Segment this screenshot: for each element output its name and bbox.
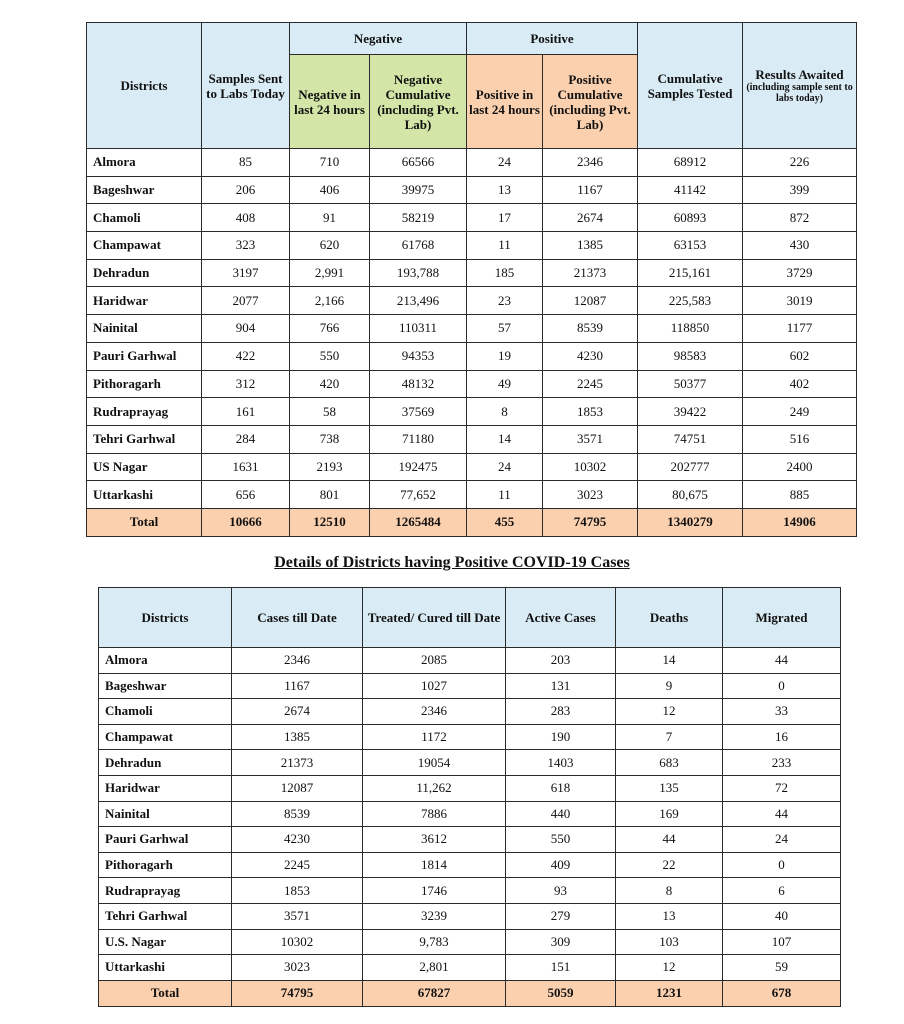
- table-cell: 0: [723, 673, 841, 699]
- header-results-awaited: [743, 23, 857, 149]
- table-cell: 85: [202, 149, 290, 177]
- table-cell: 226: [743, 149, 857, 177]
- district-name: Almora: [99, 648, 232, 674]
- table-cell: 58219: [370, 204, 467, 232]
- table-cell: 3612: [363, 827, 506, 853]
- table-cell: 2346: [232, 648, 363, 674]
- header-districts: Districts: [99, 588, 232, 648]
- table-cell: 24: [723, 827, 841, 853]
- positive-cases-title: Details of Districts having Positive COVID-19 Cases: [274, 554, 630, 571]
- table-cell: 422: [202, 342, 290, 370]
- table-cell: 23: [467, 287, 543, 315]
- table-cell: 57: [467, 315, 543, 343]
- header-results-awaited-note: (including sample sent to labs today): [746, 82, 853, 104]
- table-cell: 12510: [290, 508, 370, 536]
- table-cell: 1265484: [370, 508, 467, 536]
- table-cell: 683: [616, 750, 723, 776]
- district-name: Pithoragarh: [87, 370, 202, 398]
- table-cell: 16: [723, 724, 841, 750]
- table-row: [87, 481, 857, 509]
- table-row: [99, 699, 841, 725]
- table-cell: 14906: [743, 508, 857, 536]
- table-cell: 3571: [543, 425, 638, 453]
- district-name: Pithoragarh: [99, 852, 232, 878]
- table-cell: 12087: [543, 287, 638, 315]
- table-cell: 620: [290, 232, 370, 260]
- table-cell: 22: [616, 852, 723, 878]
- table-row: [99, 801, 841, 827]
- table-cell: 249: [743, 398, 857, 426]
- table-cell: 904: [202, 315, 290, 343]
- district-name: Rudraprayag: [87, 398, 202, 426]
- table-row: [99, 673, 841, 699]
- table-row: [87, 398, 857, 426]
- table-cell: 8539: [543, 315, 638, 343]
- table-cell: 21373: [232, 750, 363, 776]
- table-cell: 60893: [638, 204, 743, 232]
- table-cell: 6: [723, 878, 841, 904]
- table-cell: 41142: [638, 176, 743, 204]
- table-cell: 4230: [543, 342, 638, 370]
- table-cell: 10666: [202, 508, 290, 536]
- table-cell: 161: [202, 398, 290, 426]
- table-cell: 11: [467, 481, 543, 509]
- header-samples-sent: Samples Sent to Labs Today: [202, 23, 290, 149]
- table-cell: 602: [743, 342, 857, 370]
- table-cell: 1814: [363, 852, 506, 878]
- total-label: Total: [87, 508, 202, 536]
- district-name: U.S. Nagar: [99, 929, 232, 955]
- table-cell: 135: [616, 775, 723, 801]
- table-cell: 3571: [232, 903, 363, 929]
- table-row: [99, 724, 841, 750]
- table-cell: 49: [467, 370, 543, 398]
- table-cell: 3019: [743, 287, 857, 315]
- table-cell: 1172: [363, 724, 506, 750]
- table-cell: 1167: [543, 176, 638, 204]
- district-name: Haridwar: [87, 287, 202, 315]
- table-cell: 312: [202, 370, 290, 398]
- table-cell: 185: [467, 259, 543, 287]
- header-cases-till-date: Cases till Date: [232, 588, 363, 648]
- header-negative-24h: Negative in last 24 hours: [290, 55, 370, 149]
- total-label: Total: [99, 980, 232, 1006]
- table-cell: 169: [616, 801, 723, 827]
- table-cell: 74751: [638, 425, 743, 453]
- table-cell: 14: [616, 648, 723, 674]
- table-cell: 9,783: [363, 929, 506, 955]
- table-row: [87, 232, 857, 260]
- header-districts: Districts: [87, 23, 202, 149]
- header-active-cases: Active Cases: [506, 588, 616, 648]
- table-cell: 1631: [202, 453, 290, 481]
- table-cell: 284: [202, 425, 290, 453]
- table-row: [99, 955, 841, 981]
- table-cell: 2245: [232, 852, 363, 878]
- table-cell: 8: [616, 878, 723, 904]
- table-cell: 12: [616, 699, 723, 725]
- table-cell: 0: [723, 852, 841, 878]
- table-row: [87, 259, 857, 287]
- table-cell: 44: [723, 648, 841, 674]
- table-cell: 309: [506, 929, 616, 955]
- table-cell: 80,675: [638, 481, 743, 509]
- table-cell: 7: [616, 724, 723, 750]
- district-name: Dehradun: [99, 750, 232, 776]
- table-cell: 2,166: [290, 287, 370, 315]
- table-cell: 190: [506, 724, 616, 750]
- table-cell: 77,652: [370, 481, 467, 509]
- table-cell: 678: [723, 980, 841, 1006]
- table-cell: 74795: [543, 508, 638, 536]
- table-cell: 5059: [506, 980, 616, 1006]
- table-cell: 2346: [543, 149, 638, 177]
- table-cell: 13: [616, 903, 723, 929]
- table-cell: 10302: [543, 453, 638, 481]
- table-cell: 2400: [743, 453, 857, 481]
- table-cell: 3023: [543, 481, 638, 509]
- table-cell: 63153: [638, 232, 743, 260]
- table-cell: 7886: [363, 801, 506, 827]
- district-name: Bageshwar: [87, 176, 202, 204]
- table-row: [99, 648, 841, 674]
- table-row: [87, 315, 857, 343]
- table-cell: 402: [743, 370, 857, 398]
- table-cell: 399: [743, 176, 857, 204]
- table-cell: 2,801: [363, 955, 506, 981]
- table-cell: 74795: [232, 980, 363, 1006]
- table-cell: 72: [723, 775, 841, 801]
- table-cell: 1853: [543, 398, 638, 426]
- table-cell: 13: [467, 176, 543, 204]
- header-negative-group: Negative: [290, 23, 467, 55]
- header-positive-24h: Positive in last 24 hours: [467, 55, 543, 149]
- table-cell: 58: [290, 398, 370, 426]
- district-name: Champawat: [99, 724, 232, 750]
- table-cell: 9: [616, 673, 723, 699]
- samples-table: [86, 22, 857, 537]
- header-results-awaited-label: Results Awaited: [755, 67, 844, 82]
- table-cell: 10302: [232, 929, 363, 955]
- table-cell: 206: [202, 176, 290, 204]
- table-row: [87, 342, 857, 370]
- table-cell: 3023: [232, 955, 363, 981]
- table-cell: 656: [202, 481, 290, 509]
- table-cell: 11: [467, 232, 543, 260]
- table-cell: 225,583: [638, 287, 743, 315]
- table-cell: 24: [467, 149, 543, 177]
- table-cell: 12087: [232, 775, 363, 801]
- table-cell: 618: [506, 775, 616, 801]
- district-name: Nainital: [87, 315, 202, 343]
- table-cell: 107: [723, 929, 841, 955]
- table-row: [99, 903, 841, 929]
- table-cell: 48132: [370, 370, 467, 398]
- table-cell: 93: [506, 878, 616, 904]
- district-name: Nainital: [99, 801, 232, 827]
- table-cell: 202777: [638, 453, 743, 481]
- table-cell: 215,161: [638, 259, 743, 287]
- table-cell: 24: [467, 453, 543, 481]
- district-name: US Nagar: [87, 453, 202, 481]
- table-cell: 110311: [370, 315, 467, 343]
- table-cell: 131: [506, 673, 616, 699]
- table-cell: 8539: [232, 801, 363, 827]
- table-cell: 3729: [743, 259, 857, 287]
- table-cell: 406: [290, 176, 370, 204]
- district-name: Uttarkashi: [87, 481, 202, 509]
- table-row: [87, 149, 857, 177]
- district-name: Chamoli: [87, 204, 202, 232]
- table-cell: 39422: [638, 398, 743, 426]
- table-cell: 710: [290, 149, 370, 177]
- district-name: Chamoli: [99, 699, 232, 725]
- table-row: [99, 775, 841, 801]
- table-cell: 94353: [370, 342, 467, 370]
- table-cell: 279: [506, 903, 616, 929]
- table-row: [87, 204, 857, 232]
- table-cell: 3239: [363, 903, 506, 929]
- table-cell: 323: [202, 232, 290, 260]
- table-cell: 103: [616, 929, 723, 955]
- district-name: Tehri Garhwal: [99, 903, 232, 929]
- table-cell: 420: [290, 370, 370, 398]
- table-cell: 408: [202, 204, 290, 232]
- table-cell: 550: [290, 342, 370, 370]
- table-cell: 2077: [202, 287, 290, 315]
- table-cell: 67827: [363, 980, 506, 1006]
- positive-cases-table-body: [99, 648, 841, 1007]
- header-cumulative-samples: Cumulative Samples Tested: [638, 23, 743, 149]
- district-name: Rudraprayag: [99, 878, 232, 904]
- table-cell: 1167: [232, 673, 363, 699]
- table-cell: 192475: [370, 453, 467, 481]
- table-cell: 1853: [232, 878, 363, 904]
- table-row: [99, 929, 841, 955]
- table-cell: 801: [290, 481, 370, 509]
- table-row: [87, 287, 857, 315]
- table-cell: 516: [743, 425, 857, 453]
- table-cell: 61768: [370, 232, 467, 260]
- table-cell: 19: [467, 342, 543, 370]
- header-treated-cured: Treated/ Cured till Date: [363, 588, 506, 648]
- table-cell: 50377: [638, 370, 743, 398]
- total-row: [87, 508, 857, 536]
- table-cell: 17: [467, 204, 543, 232]
- district-name: Champawat: [87, 232, 202, 260]
- table-cell: 872: [743, 204, 857, 232]
- table-cell: 430: [743, 232, 857, 260]
- table-row: [99, 878, 841, 904]
- table-cell: 19054: [363, 750, 506, 776]
- table-row: [87, 176, 857, 204]
- table-cell: 550: [506, 827, 616, 853]
- table-cell: 455: [467, 508, 543, 536]
- table-cell: 91: [290, 204, 370, 232]
- district-name: Bageshwar: [99, 673, 232, 699]
- table-row: [99, 827, 841, 853]
- table-row: [87, 370, 857, 398]
- table-cell: 2674: [543, 204, 638, 232]
- table-cell: 44: [616, 827, 723, 853]
- table-cell: 1027: [363, 673, 506, 699]
- table-cell: 193,788: [370, 259, 467, 287]
- table-cell: 40: [723, 903, 841, 929]
- table-cell: 203: [506, 648, 616, 674]
- district-name: Almora: [87, 149, 202, 177]
- table-cell: 66566: [370, 149, 467, 177]
- table-cell: 98583: [638, 342, 743, 370]
- table-row: [87, 453, 857, 481]
- table-cell: 1340279: [638, 508, 743, 536]
- positive-cases-table: [98, 587, 841, 1007]
- table-cell: 2674: [232, 699, 363, 725]
- district-name: Tehri Garhwal: [87, 425, 202, 453]
- district-name: Dehradun: [87, 259, 202, 287]
- table-cell: 283: [506, 699, 616, 725]
- header-positive-group: Positive: [467, 23, 638, 55]
- table-cell: 44: [723, 801, 841, 827]
- district-name: Uttarkashi: [99, 955, 232, 981]
- table-cell: 738: [290, 425, 370, 453]
- table-cell: 14: [467, 425, 543, 453]
- table-cell: 1385: [543, 232, 638, 260]
- table-cell: 3197: [202, 259, 290, 287]
- header-positive-cumulative: Positive Cumulative (including Pvt. Lab): [543, 55, 638, 149]
- table-cell: 71180: [370, 425, 467, 453]
- table-cell: 37569: [370, 398, 467, 426]
- table-cell: 151: [506, 955, 616, 981]
- table-cell: 2085: [363, 648, 506, 674]
- table-cell: 885: [743, 481, 857, 509]
- table-cell: 1177: [743, 315, 857, 343]
- table-cell: 1231: [616, 980, 723, 1006]
- table-cell: 11,262: [363, 775, 506, 801]
- table-cell: 1385: [232, 724, 363, 750]
- table-cell: 233: [723, 750, 841, 776]
- table-cell: 2245: [543, 370, 638, 398]
- table-cell: 766: [290, 315, 370, 343]
- district-name: Pauri Garhwal: [99, 827, 232, 853]
- table-cell: 21373: [543, 259, 638, 287]
- table-row: [87, 425, 857, 453]
- table-cell: 12: [616, 955, 723, 981]
- table-cell: 4230: [232, 827, 363, 853]
- district-name: Pauri Garhwal: [87, 342, 202, 370]
- table-cell: 33: [723, 699, 841, 725]
- table-cell: 2,991: [290, 259, 370, 287]
- table-cell: 1403: [506, 750, 616, 776]
- table-cell: 2346: [363, 699, 506, 725]
- table-cell: 118850: [638, 315, 743, 343]
- total-row: [99, 980, 841, 1006]
- table-cell: 59: [723, 955, 841, 981]
- table-row: [99, 750, 841, 776]
- table-cell: 409: [506, 852, 616, 878]
- table-cell: 213,496: [370, 287, 467, 315]
- header-migrated: Migrated: [723, 588, 841, 648]
- header-deaths: Deaths: [616, 588, 723, 648]
- table-cell: 8: [467, 398, 543, 426]
- table-cell: 1746: [363, 878, 506, 904]
- table-cell: 2193: [290, 453, 370, 481]
- table-row: [99, 852, 841, 878]
- district-name: Haridwar: [99, 775, 232, 801]
- table-cell: 440: [506, 801, 616, 827]
- header-negative-cumulative: Negative Cumulative (including Pvt. Lab): [370, 55, 467, 149]
- table-cell: 39975: [370, 176, 467, 204]
- samples-table-body: [87, 149, 857, 537]
- table-cell: 68912: [638, 149, 743, 177]
